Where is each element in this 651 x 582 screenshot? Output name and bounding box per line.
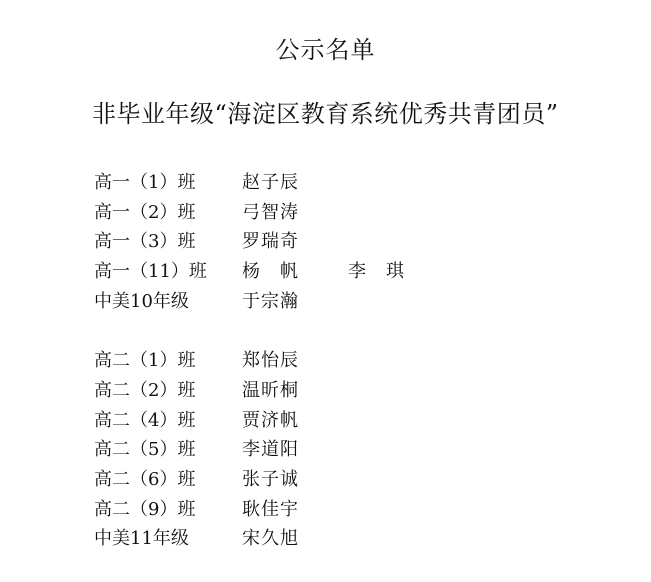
student-name: 李道阳 — [242, 439, 299, 461]
list-item — [94, 434, 634, 464]
list-item — [94, 225, 634, 255]
class-label: 高一（3）班 — [94, 231, 196, 253]
list-item — [94, 166, 634, 196]
student-name: 宋久旭 — [242, 528, 299, 550]
class-label: 高二（2）班 — [94, 379, 196, 401]
class-label: 高二（1）班 — [94, 350, 196, 372]
class-label: 高二（5）班 — [94, 439, 196, 461]
student-name: 杨 帆 — [242, 260, 299, 282]
class-label: 中美11年级 — [94, 528, 189, 550]
grade-group-1 — [94, 166, 634, 314]
page-subtitle: 非毕业年级“海淀区教育系统优秀共青团员” — [92, 100, 559, 128]
list-item — [94, 523, 634, 553]
grade-group-2 — [94, 344, 634, 552]
student-name: 李 琪 — [348, 260, 405, 282]
list-item — [94, 463, 634, 493]
class-label: 高二（4）班 — [94, 409, 196, 431]
student-name: 赵子辰 — [242, 171, 299, 193]
class-label: 高一（1）班 — [94, 171, 196, 193]
student-name: 贾济帆 — [242, 409, 299, 431]
list-item — [94, 344, 634, 374]
student-name: 耿佳宇 — [242, 498, 299, 520]
class-label: 高二（6）班 — [94, 469, 196, 491]
student-name: 张子诚 — [242, 469, 299, 491]
student-name: 弓智涛 — [242, 201, 299, 223]
page-title: 公示名单 — [275, 36, 376, 64]
class-label: 高二（9）班 — [94, 498, 196, 520]
class-label: 高一（2）班 — [94, 201, 196, 223]
student-name: 温昕桐 — [242, 379, 299, 401]
student-name: 罗瑞奇 — [242, 231, 299, 253]
list-item — [94, 196, 634, 226]
list-item — [94, 493, 634, 523]
student-name: 郑怡辰 — [242, 350, 299, 372]
honoree-list — [94, 166, 634, 582]
student-name: 于宗瀚 — [242, 290, 299, 312]
list-item — [94, 374, 634, 404]
list-item — [94, 404, 634, 434]
class-label: 中美10年级 — [94, 290, 189, 312]
list-item — [94, 285, 634, 315]
class-label: 高一（11）班 — [94, 260, 207, 282]
list-item — [94, 255, 634, 285]
